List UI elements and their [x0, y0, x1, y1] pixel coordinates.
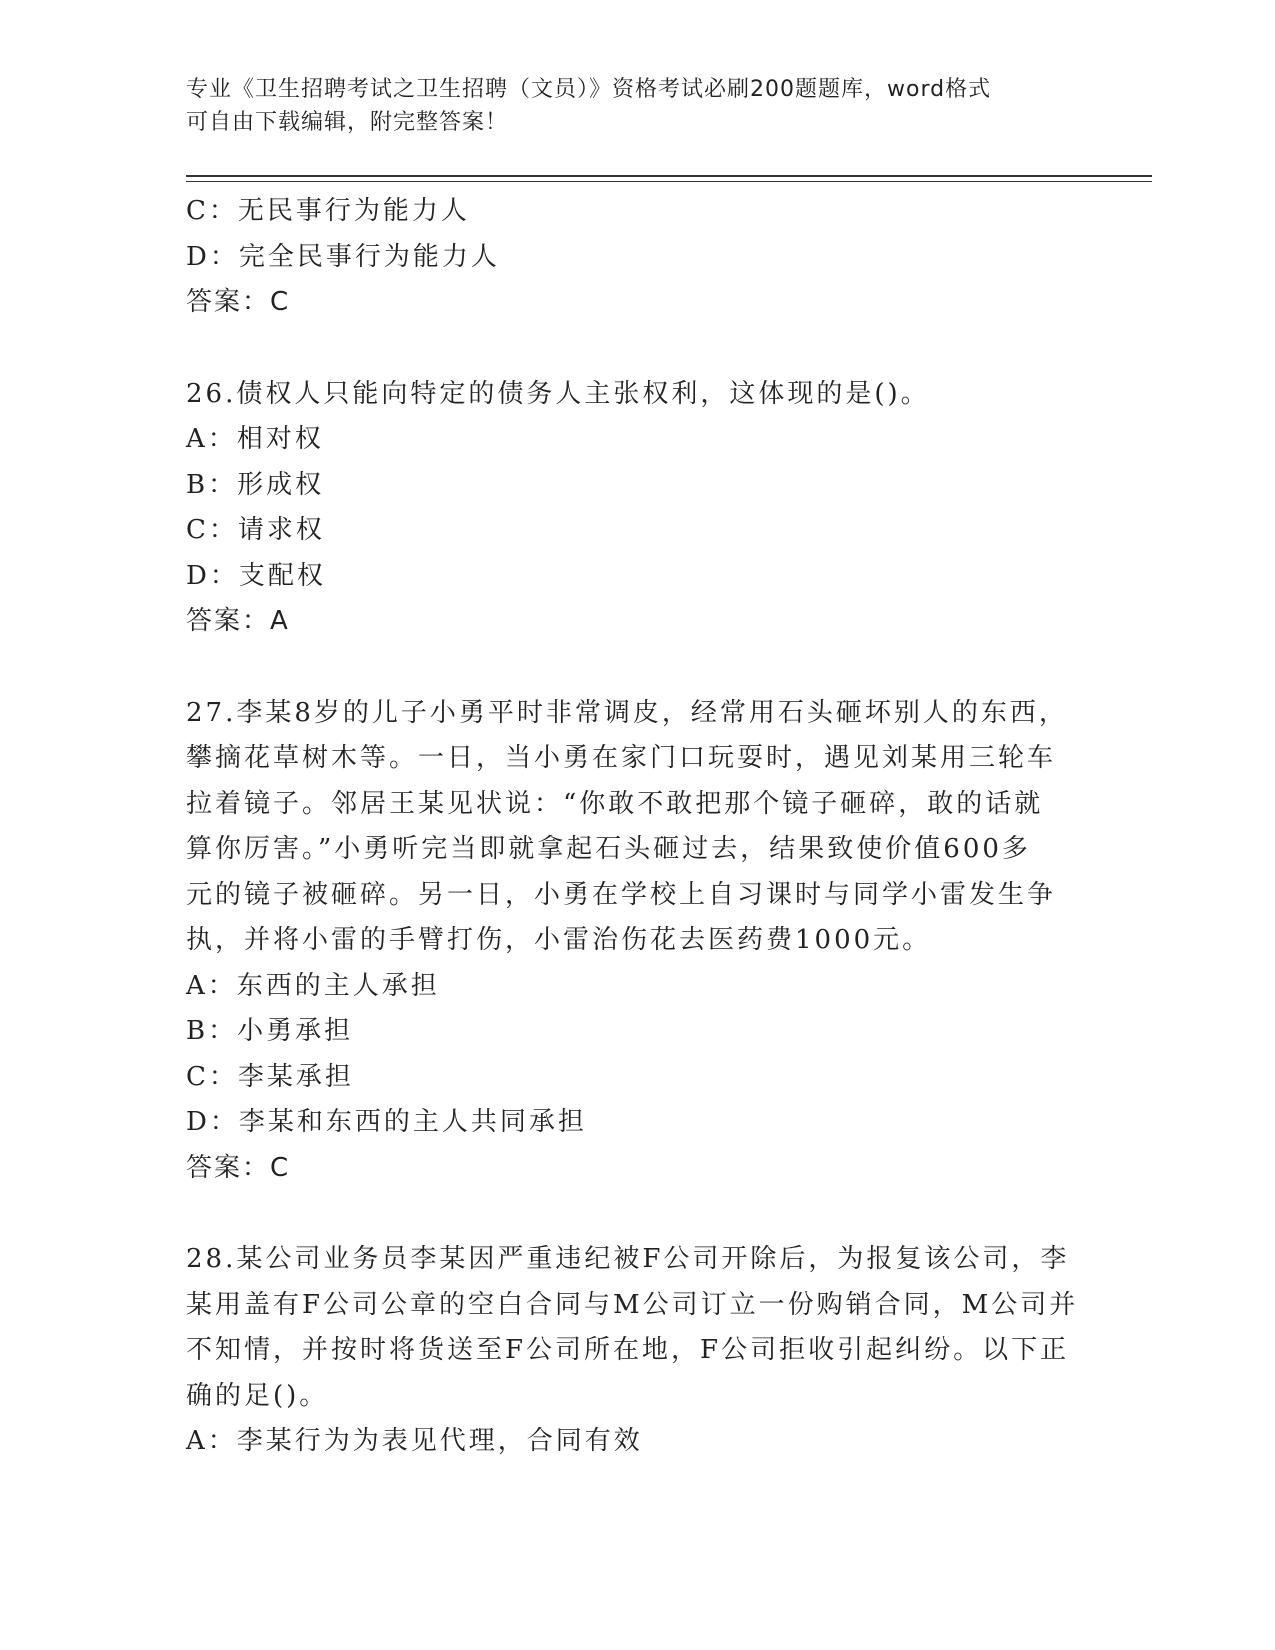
option-d: D：完全民事行为能力人 [186, 241, 500, 272]
option-d: D：支配权 [186, 560, 326, 591]
answer: 答案：C [186, 287, 291, 317]
question-28 [186, 1237, 1086, 1465]
answer: 答案：A [186, 606, 290, 636]
question-stem-line: 确的足()。 [186, 1380, 329, 1411]
header-divider-thin [186, 181, 1152, 182]
question-stem-line: 某用盖有F公司公章的空白合同与M公司订立一份购销合同，M公司并 [186, 1289, 1079, 1320]
question-stem-line: 拉着镜子。邻居王某见状说：“你敢不敢把那个镜子砸碎，敢的话就 [186, 788, 1044, 819]
question-stem-line: 不知情，并按时将货送至F公司所在地，F公司拒收引起纠纷。以下正 [186, 1335, 1070, 1365]
question-stem-line: 攀摘花草树木等。一日，当小勇在家门口玩耍时，遇见刘某用三轮车 [186, 743, 1057, 773]
header-divider-thick [186, 175, 1152, 177]
option-a: A：东西的主人承担 [186, 970, 440, 1001]
document-body [186, 189, 1086, 1465]
header-line-1: 专业《卫生招聘考试之卫生招聘（文员）》资格考试必刷200题题库，word格式 [186, 77, 992, 102]
question-stem-line: 算你厉害。”小勇听完当即就拿起石头砸过去，结果致使价值600多 [186, 834, 1031, 864]
document-header [186, 73, 1066, 139]
option-b: B：形成权 [186, 469, 325, 500]
question-27 [186, 691, 1086, 1192]
question-stem-line: 执，并将小雷的手臂打伤，小雷治伤花去医药费1000元。 [186, 925, 932, 955]
answer: 答案：C [186, 1152, 291, 1183]
option-d: D：李某和东西的主人共同承担 [186, 1107, 587, 1137]
option-b: B：小勇承担 [186, 1016, 354, 1046]
option-a: A：李某行为为表见代理，合同有效 [186, 1426, 643, 1456]
header-line-2: 可自由下载编辑，附完整答案！ [186, 110, 509, 135]
question-stem-line: 28.某公司业务员李某因严重违纪被F公司开除后，为报复该公司，李 [186, 1244, 1070, 1274]
option-a: A：相对权 [186, 424, 324, 454]
question-stem-line: 27.李某8岁的儿子小勇平时非常调皮，经常用石头砸坏别人的东西， [186, 697, 1068, 728]
option-c: C：请求权 [186, 515, 325, 545]
question-stem-line: 元的镜子被砸碎。另一日，小勇在学校上自习课时与同学小雷发生争 [186, 879, 1057, 910]
option-c: C：无民事行为能力人 [186, 196, 470, 226]
question-25-tail [186, 189, 1086, 326]
option-c: C：李某承担 [186, 1061, 354, 1092]
question-stem: 26.债权人只能向特定的债务人主张权利，这体现的是()。 [186, 378, 930, 409]
question-26 [186, 372, 1086, 645]
